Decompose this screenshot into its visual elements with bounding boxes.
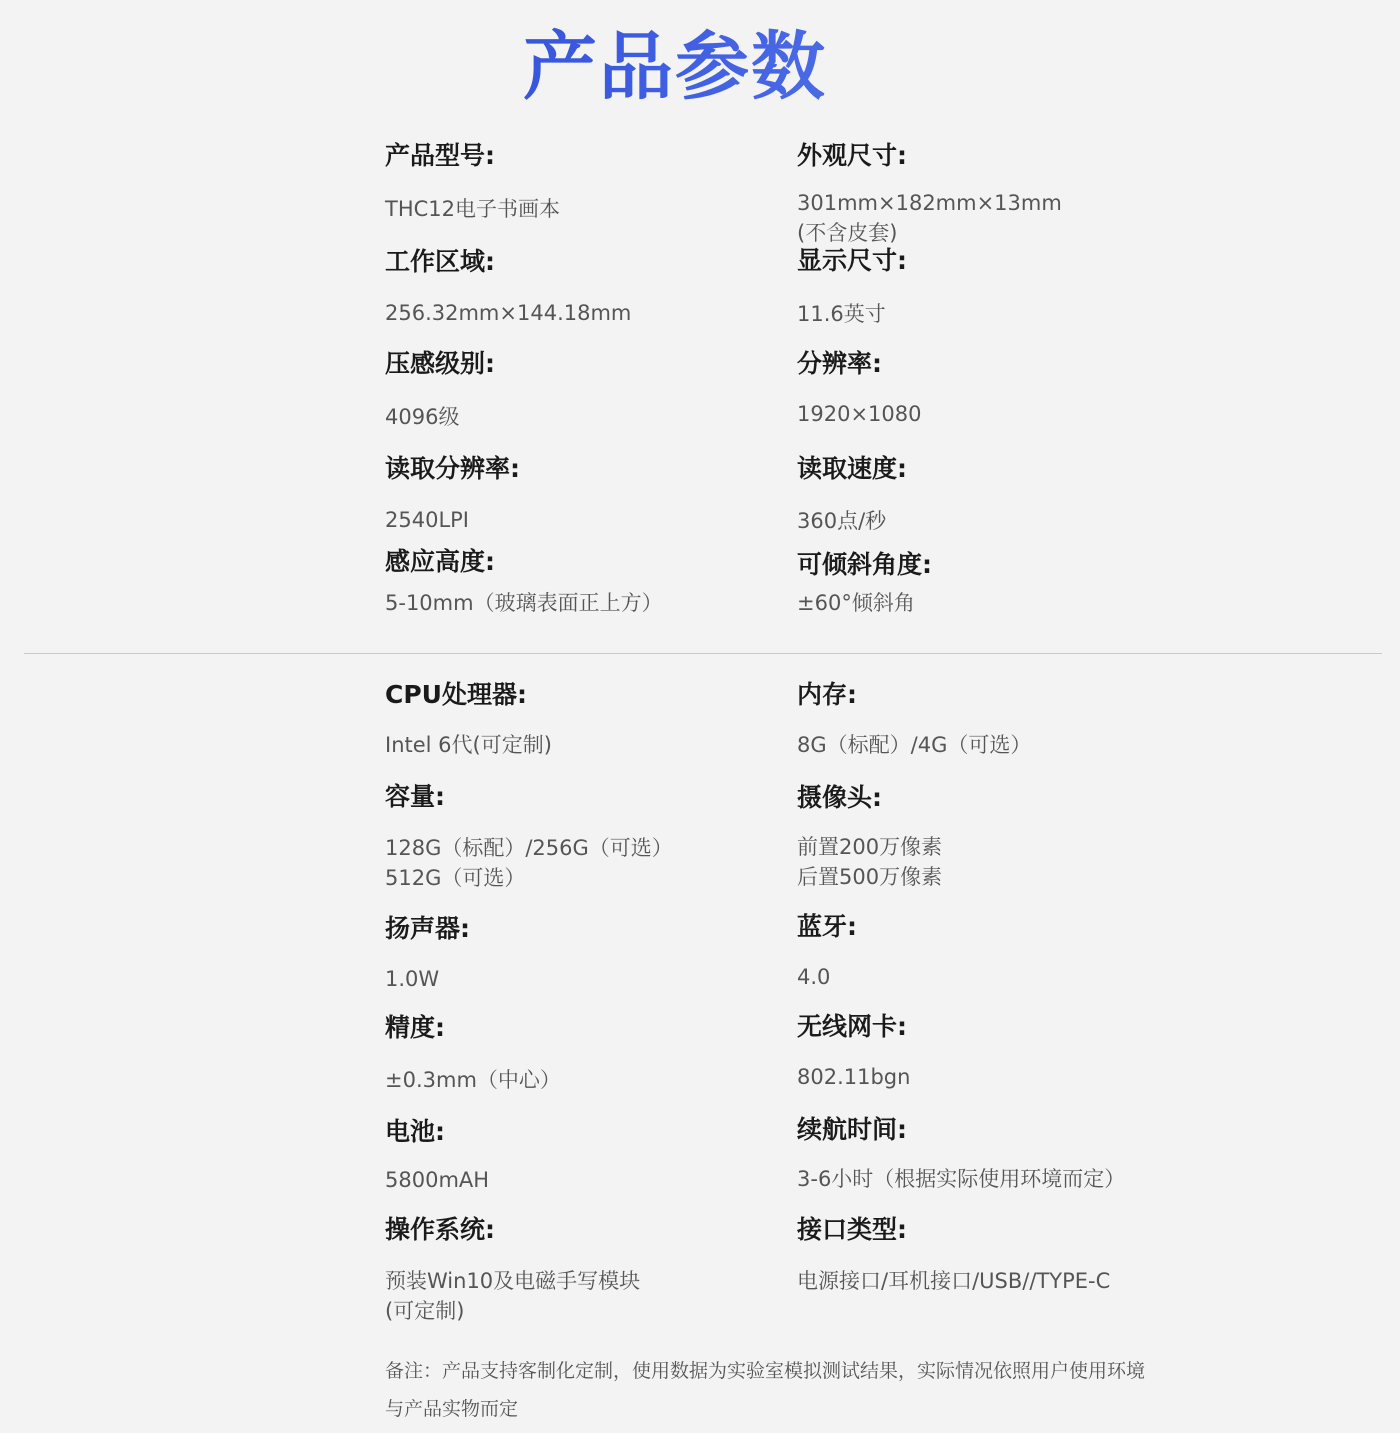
spec-read-resolution bbox=[385, 453, 785, 532]
spec-dimensions bbox=[797, 140, 1197, 245]
spec-value: Intel 6代(可定制) bbox=[385, 733, 552, 757]
spec-resolution bbox=[797, 348, 1197, 426]
spec-label: 摄像头: bbox=[797, 783, 882, 812]
spec-storage bbox=[385, 781, 785, 890]
spec-tilt-angle bbox=[797, 549, 1197, 615]
spec-battery bbox=[385, 1116, 785, 1192]
spec-label: 操作系统: bbox=[385, 1215, 495, 1244]
page-title: 产品参数 bbox=[0, 22, 1350, 112]
spec-label: 读取分辨率: bbox=[385, 454, 520, 483]
spec-value: 4096级 bbox=[385, 405, 460, 429]
spec-value: ±60°倾斜角 bbox=[797, 591, 915, 615]
spec-label: 电池: bbox=[385, 1117, 445, 1146]
spec-label: 显示尺寸: bbox=[797, 246, 907, 275]
spec-value: 1.0W bbox=[385, 967, 440, 991]
spec-sensing-height bbox=[385, 546, 785, 615]
spec-value: 360点/秒 bbox=[797, 509, 887, 533]
spec-work-area bbox=[385, 246, 785, 325]
spec-camera bbox=[797, 782, 1197, 889]
spec-label: 工作区域: bbox=[385, 247, 495, 276]
spec-display-size bbox=[797, 245, 1197, 326]
spec-value: 2540LPI bbox=[385, 508, 469, 532]
spec-ports bbox=[797, 1214, 1197, 1293]
spec-bluetooth bbox=[797, 911, 1197, 989]
spec-label: 接口类型: bbox=[797, 1215, 907, 1244]
spec-value: 5-10mm（玻璃表面正上方） bbox=[385, 591, 663, 615]
spec-cpu bbox=[385, 679, 785, 757]
spec-battery-life bbox=[797, 1114, 1197, 1191]
spec-value: 128G（标配）/256G（可选） 512G（可选） bbox=[385, 836, 673, 890]
spec-memory bbox=[797, 679, 1197, 757]
spec-label: 无线网卡: bbox=[797, 1012, 907, 1041]
spec-label: 续航时间: bbox=[797, 1115, 907, 1144]
spec-label: 可倾斜角度: bbox=[797, 550, 932, 579]
spec-value: 802.11bgn bbox=[797, 1065, 911, 1089]
spec-os bbox=[385, 1214, 785, 1323]
spec-label: 蓝牙: bbox=[797, 912, 857, 941]
spec-label: 感应高度: bbox=[385, 547, 495, 576]
spec-model bbox=[385, 140, 785, 221]
spec-value: 3-6小时（根据实际使用环境而定） bbox=[797, 1167, 1126, 1191]
spec-wifi bbox=[797, 1011, 1197, 1089]
footnote: 备注：产品支持客制化定制，使用数据为实验室模拟测试结果，实际情况依照用户使用环境与产品实物而定 bbox=[385, 1360, 1146, 1420]
spec-value: 1920×1080 bbox=[797, 402, 922, 426]
spec-value: 301mm×182mm×13mm (不含皮套) bbox=[797, 191, 1062, 245]
spec-label: 精度: bbox=[385, 1013, 445, 1042]
spec-label: 产品型号: bbox=[385, 141, 495, 170]
spec-label: 内存: bbox=[797, 680, 857, 709]
spec-accuracy bbox=[385, 1012, 785, 1092]
spec-label: 分辨率: bbox=[797, 349, 882, 378]
spec-value: 256.32mm×144.18mm bbox=[385, 301, 632, 325]
spec-value: 11.6英寸 bbox=[797, 302, 886, 326]
spec-value: 8G（标配）/4G（可选） bbox=[797, 733, 1032, 757]
spec-label: 压感级别: bbox=[385, 349, 495, 378]
spec-label: 容量: bbox=[385, 782, 445, 811]
spec-label: 扬声器: bbox=[385, 914, 470, 943]
spec-pressure bbox=[385, 348, 785, 429]
spec-label: 读取速度: bbox=[797, 454, 907, 483]
spec-value: ±0.3mm（中心） bbox=[385, 1068, 561, 1092]
spec-value: 4.0 bbox=[797, 965, 831, 989]
spec-read-speed bbox=[797, 453, 1197, 533]
spec-value: 电源接口/耳机接口/USB//TYPE-C bbox=[797, 1269, 1111, 1293]
spec-value: 5800mAH bbox=[385, 1168, 490, 1192]
spec-speaker bbox=[385, 913, 785, 991]
spec-label: CPU处理器: bbox=[385, 680, 527, 709]
spec-value: 前置200万像素 后置500万像素 bbox=[797, 835, 943, 889]
spec-label: 外观尺寸: bbox=[797, 141, 907, 170]
spec-value: THC12电子书画本 bbox=[385, 197, 561, 221]
spec-value: 预装Win10及电磁手写模块 (可定制) bbox=[385, 1269, 641, 1323]
section-divider bbox=[24, 653, 1382, 654]
